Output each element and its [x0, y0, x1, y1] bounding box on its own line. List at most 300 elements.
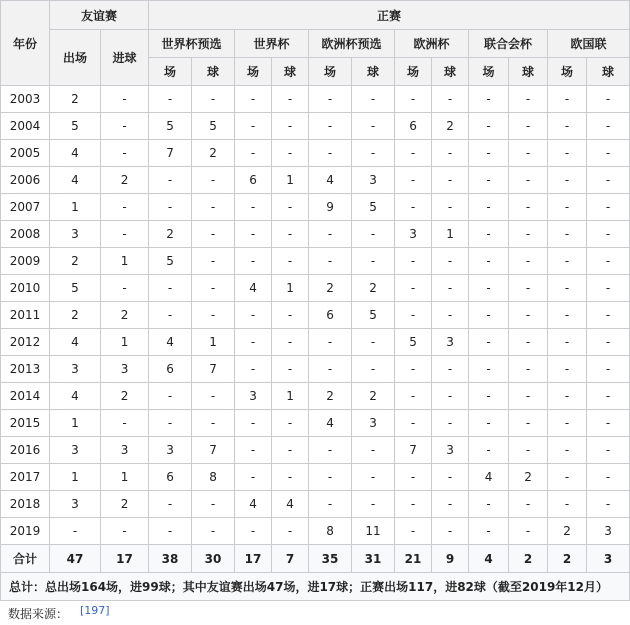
stat-cell: 9 — [309, 194, 352, 221]
stat-cell: - — [548, 302, 587, 329]
header-friendly-apps: 出场 — [50, 30, 101, 86]
stat-cell: - — [395, 464, 432, 491]
stat-cell: - — [149, 86, 192, 113]
total-cell: 30 — [192, 545, 235, 573]
year-cell: 2014 — [1, 383, 50, 410]
stat-cell: 1 — [432, 221, 469, 248]
stat-cell: 3 — [101, 437, 149, 464]
stat-cell: - — [587, 194, 630, 221]
stat-cell: 6 — [149, 464, 192, 491]
stat-cell: - — [352, 248, 395, 275]
year-cell: 2012 — [1, 329, 50, 356]
total-cell: 7 — [272, 545, 309, 573]
stat-cell: 2 — [101, 491, 149, 518]
stat-cell: - — [509, 491, 548, 518]
stat-cell: 2 — [50, 86, 101, 113]
subheader-apps: 场 — [469, 58, 509, 86]
stat-cell: - — [149, 383, 192, 410]
stat-cell: - — [309, 248, 352, 275]
stat-cell: - — [309, 113, 352, 140]
stat-cell: 1 — [272, 383, 309, 410]
stat-cell: - — [509, 518, 548, 545]
totals-row — [1, 545, 630, 573]
stat-cell: - — [309, 491, 352, 518]
stat-cell: 2 — [309, 383, 352, 410]
stat-cell: - — [395, 275, 432, 302]
stat-cell: 5 — [352, 302, 395, 329]
table-row — [1, 329, 630, 356]
source-label: 数据来源： — [8, 606, 69, 621]
stat-cell: 5 — [192, 113, 235, 140]
table-row — [1, 167, 630, 194]
stat-cell: 5 — [50, 275, 101, 302]
year-cell: 2008 — [1, 221, 50, 248]
stat-cell: 2 — [509, 464, 548, 491]
stat-cell: - — [192, 86, 235, 113]
stat-cell: - — [395, 383, 432, 410]
stat-cell: 5 — [50, 113, 101, 140]
header-wc-qualifier: 世界杯预选 — [149, 30, 235, 58]
stat-cell: - — [509, 329, 548, 356]
stat-cell: 3 — [101, 356, 149, 383]
stat-cell: - — [587, 383, 630, 410]
stat-cell: - — [352, 86, 395, 113]
stat-cell: - — [101, 518, 149, 545]
stat-cell: 2 — [149, 221, 192, 248]
stat-cell: - — [548, 140, 587, 167]
stat-cell: 4 — [272, 491, 309, 518]
stat-cell: 5 — [149, 113, 192, 140]
total-cell: 21 — [395, 545, 432, 573]
stat-cell: - — [432, 248, 469, 275]
stat-cell: - — [235, 329, 272, 356]
stat-cell: - — [149, 194, 192, 221]
stat-cell: - — [309, 221, 352, 248]
total-cell: 4 — [469, 545, 509, 573]
stat-cell: 6 — [309, 302, 352, 329]
stat-cell: - — [548, 248, 587, 275]
stat-cell: - — [352, 356, 395, 383]
stat-cell: - — [509, 410, 548, 437]
stat-cell: - — [587, 329, 630, 356]
stat-cell: - — [432, 140, 469, 167]
stat-cell: 1 — [50, 410, 101, 437]
stat-cell: 3 — [50, 221, 101, 248]
stat-cell: - — [149, 275, 192, 302]
stat-cell: - — [235, 194, 272, 221]
stat-cell: - — [432, 356, 469, 383]
year-cell: 2006 — [1, 167, 50, 194]
stat-cell: 8 — [192, 464, 235, 491]
stat-cell: - — [548, 491, 587, 518]
stat-cell: - — [587, 275, 630, 302]
stat-cell: 2 — [101, 302, 149, 329]
stat-cell: 1 — [50, 464, 101, 491]
header-friendly: 友谊赛 — [50, 1, 149, 30]
stat-cell: - — [509, 248, 548, 275]
stat-cell: - — [509, 86, 548, 113]
year-cell: 2015 — [1, 410, 50, 437]
total-cell: 2 — [548, 545, 587, 573]
stat-cell: - — [548, 356, 587, 383]
stat-cell: - — [587, 410, 630, 437]
stat-cell: - — [309, 356, 352, 383]
header-official: 正赛 — [149, 1, 630, 30]
stat-cell: - — [352, 221, 395, 248]
header-nations-league: 欧国联 — [548, 30, 630, 58]
year-cell: 2017 — [1, 464, 50, 491]
stat-cell: - — [395, 194, 432, 221]
stat-cell: - — [509, 167, 548, 194]
year-cell: 2019 — [1, 518, 50, 545]
stat-cell: 3 — [395, 221, 432, 248]
stat-cell: 4 — [469, 464, 509, 491]
stat-cell: - — [352, 113, 395, 140]
stat-cell: 2 — [50, 302, 101, 329]
total-cell: 17 — [235, 545, 272, 573]
stat-cell: - — [469, 194, 509, 221]
stat-cell: 6 — [235, 167, 272, 194]
stat-cell: 1 — [101, 329, 149, 356]
summary-text: 总计：总出场164场，进99球；其中友谊赛出场47场，进17球；正赛出场117，进82球（截至2019年12月） — [1, 573, 630, 601]
stat-cell: - — [235, 518, 272, 545]
stat-cell: - — [432, 275, 469, 302]
table-row — [1, 383, 630, 410]
stat-cell: - — [272, 329, 309, 356]
stat-cell: 4 — [50, 167, 101, 194]
year-cell: 2005 — [1, 140, 50, 167]
stat-cell: 1 — [272, 275, 309, 302]
total-cell: 38 — [149, 545, 192, 573]
stat-cell: 1 — [101, 248, 149, 275]
stat-cell: - — [509, 275, 548, 302]
stat-cell: - — [432, 464, 469, 491]
stat-cell: - — [548, 167, 587, 194]
stat-cell: - — [149, 491, 192, 518]
stat-cell: - — [469, 86, 509, 113]
header-confed-cup: 联合会杯 — [469, 30, 548, 58]
stat-cell: 3 — [50, 491, 101, 518]
stat-cell: 1 — [50, 194, 101, 221]
stat-cell: - — [149, 518, 192, 545]
total-cell: 35 — [309, 545, 352, 573]
stat-cell: - — [352, 437, 395, 464]
year-cell: 2009 — [1, 248, 50, 275]
stat-cell: 2 — [101, 383, 149, 410]
stat-cell: 5 — [352, 194, 395, 221]
stat-cell: 2 — [352, 275, 395, 302]
stat-cell: - — [192, 248, 235, 275]
stat-cell: - — [548, 383, 587, 410]
stat-cell: - — [192, 518, 235, 545]
header-euro-qualifier: 欧洲杯预选 — [309, 30, 395, 58]
stat-cell: - — [395, 248, 432, 275]
stat-cell: - — [149, 410, 192, 437]
stat-cell: - — [587, 437, 630, 464]
header-world-cup: 世界杯 — [235, 30, 309, 58]
stat-cell: - — [548, 410, 587, 437]
subheader-apps: 场 — [548, 58, 587, 86]
table-row — [1, 464, 630, 491]
stat-cell: - — [548, 194, 587, 221]
source-line — [0, 601, 630, 625]
stat-cell: - — [587, 356, 630, 383]
stat-cell: - — [272, 140, 309, 167]
stat-cell: 7 — [149, 140, 192, 167]
stat-cell: - — [587, 464, 630, 491]
stat-cell: - — [101, 410, 149, 437]
stat-cell: - — [469, 491, 509, 518]
table-row — [1, 410, 630, 437]
stat-cell: 2 — [548, 518, 587, 545]
stat-cell: - — [149, 302, 192, 329]
stat-cell: - — [272, 194, 309, 221]
stat-cell: - — [235, 113, 272, 140]
table-row — [1, 86, 630, 113]
stat-cell: 3 — [352, 167, 395, 194]
table-row — [1, 113, 630, 140]
stat-cell: - — [272, 113, 309, 140]
stat-cell: 4 — [309, 410, 352, 437]
stat-cell: 7 — [192, 437, 235, 464]
subheader-goals: 球 — [432, 58, 469, 86]
stat-cell: - — [432, 383, 469, 410]
stat-cell: - — [272, 410, 309, 437]
stat-cell: - — [192, 167, 235, 194]
stat-cell: - — [192, 221, 235, 248]
subheader-apps: 场 — [395, 58, 432, 86]
year-cell: 2011 — [1, 302, 50, 329]
stat-cell: - — [309, 464, 352, 491]
stat-cell: - — [548, 464, 587, 491]
year-cell: 2004 — [1, 113, 50, 140]
stat-cell: 4 — [50, 383, 101, 410]
stat-cell: - — [587, 113, 630, 140]
stat-cell: - — [587, 86, 630, 113]
stat-cell: 4 — [235, 275, 272, 302]
year-cell: 2016 — [1, 437, 50, 464]
stat-cell: - — [101, 140, 149, 167]
stat-cell: - — [548, 113, 587, 140]
stat-cell: 2 — [309, 275, 352, 302]
stat-cell: - — [469, 221, 509, 248]
stat-cell: 4 — [309, 167, 352, 194]
stat-cell: - — [235, 410, 272, 437]
stat-cell: - — [509, 356, 548, 383]
stat-cell: - — [309, 437, 352, 464]
stat-cell: - — [395, 491, 432, 518]
stat-cell: 4 — [50, 140, 101, 167]
stat-cell: - — [235, 248, 272, 275]
year-cell: 2003 — [1, 86, 50, 113]
stat-cell: - — [192, 491, 235, 518]
stat-cell: - — [432, 410, 469, 437]
subheader-apps: 场 — [235, 58, 272, 86]
stat-cell: - — [432, 302, 469, 329]
subheader-apps: 场 — [309, 58, 352, 86]
stat-cell: - — [352, 491, 395, 518]
stat-cell: - — [352, 140, 395, 167]
header-euro: 欧洲杯 — [395, 30, 469, 58]
stat-cell: - — [192, 410, 235, 437]
stat-cell: 5 — [149, 248, 192, 275]
stat-cell: 4 — [235, 491, 272, 518]
stat-cell: - — [395, 410, 432, 437]
header-friendly-goals: 进球 — [101, 30, 149, 86]
table-row — [1, 437, 630, 464]
total-cell: 2 — [509, 545, 548, 573]
stat-cell: - — [469, 383, 509, 410]
stat-cell: - — [395, 167, 432, 194]
total-cell: 3 — [587, 545, 630, 573]
stat-cell: 8 — [309, 518, 352, 545]
total-cell: 31 — [352, 545, 395, 573]
subheader-goals: 球 — [352, 58, 395, 86]
stat-cell: - — [352, 329, 395, 356]
stat-cell: 3 — [235, 383, 272, 410]
stat-cell: - — [509, 383, 548, 410]
stat-cell: - — [235, 140, 272, 167]
stat-cell: - — [395, 86, 432, 113]
stat-cell: - — [101, 113, 149, 140]
stat-cell: - — [509, 140, 548, 167]
stat-cell: - — [395, 302, 432, 329]
stat-cell: 3 — [50, 356, 101, 383]
stat-cell: - — [432, 167, 469, 194]
stat-cell: - — [587, 491, 630, 518]
stat-cell: - — [101, 194, 149, 221]
stat-cell: - — [587, 248, 630, 275]
stat-cell: - — [235, 437, 272, 464]
table-row — [1, 140, 630, 167]
stat-cell: 3 — [432, 437, 469, 464]
stat-cell: - — [509, 113, 548, 140]
stat-cell: - — [469, 113, 509, 140]
stat-cell: - — [309, 140, 352, 167]
stat-cell: 6 — [395, 113, 432, 140]
table-row — [1, 275, 630, 302]
stat-cell: 5 — [395, 329, 432, 356]
stat-cell: - — [432, 194, 469, 221]
stat-cell: - — [192, 302, 235, 329]
stat-cell: - — [395, 518, 432, 545]
stat-cell: - — [509, 302, 548, 329]
stat-cell: - — [272, 464, 309, 491]
header-year: 年份 — [1, 1, 50, 86]
stat-cell: 2 — [50, 248, 101, 275]
stat-cell: - — [192, 275, 235, 302]
year-cell: 2010 — [1, 275, 50, 302]
stat-cell: 7 — [395, 437, 432, 464]
stat-cell: - — [469, 410, 509, 437]
year-cell: 2018 — [1, 491, 50, 518]
table-row — [1, 248, 630, 275]
stat-cell: 3 — [149, 437, 192, 464]
stat-cell: - — [272, 437, 309, 464]
stat-cell: - — [395, 356, 432, 383]
stat-cell: - — [509, 437, 548, 464]
stat-cell: - — [235, 302, 272, 329]
stat-cell: - — [352, 464, 395, 491]
stat-cell: - — [509, 194, 548, 221]
table-row — [1, 194, 630, 221]
stat-cell: - — [587, 221, 630, 248]
table-row — [1, 302, 630, 329]
stat-cell: 3 — [50, 437, 101, 464]
table-row — [1, 491, 630, 518]
stat-cell: - — [587, 167, 630, 194]
table-row — [1, 221, 630, 248]
table-row — [1, 518, 630, 545]
stat-cell: - — [101, 275, 149, 302]
stat-cell: - — [272, 356, 309, 383]
subheader-goals: 球 — [272, 58, 309, 86]
stat-cell: - — [50, 518, 101, 545]
total-cell: 47 — [50, 545, 101, 573]
stat-cell: - — [469, 518, 509, 545]
stat-cell: 11 — [352, 518, 395, 545]
stat-cell: 1 — [101, 464, 149, 491]
stat-cell: - — [192, 383, 235, 410]
stat-cell: - — [272, 86, 309, 113]
stat-cell: - — [101, 221, 149, 248]
stat-cell: - — [235, 221, 272, 248]
stat-cell: - — [548, 437, 587, 464]
stat-cell: - — [272, 302, 309, 329]
year-cell: 2007 — [1, 194, 50, 221]
year-cell: 2013 — [1, 356, 50, 383]
stat-cell: 2 — [101, 167, 149, 194]
stat-cell: - — [469, 248, 509, 275]
stat-cell: 4 — [50, 329, 101, 356]
stat-cell: - — [235, 356, 272, 383]
stat-cell: 1 — [192, 329, 235, 356]
stat-cell: - — [469, 356, 509, 383]
stat-cell: - — [548, 275, 587, 302]
subheader-goals: 球 — [587, 58, 630, 86]
source-reference-link[interactable]: [197] — [80, 603, 110, 617]
total-cell: 9 — [432, 545, 469, 573]
totals-label: 合计 — [1, 545, 50, 573]
stat-cell: - — [149, 167, 192, 194]
stat-cell: - — [235, 464, 272, 491]
stat-cell: - — [469, 167, 509, 194]
stat-cell: - — [272, 518, 309, 545]
stat-cell: - — [101, 86, 149, 113]
stat-cell: - — [272, 221, 309, 248]
stat-cell: - — [469, 302, 509, 329]
stat-cell: - — [587, 302, 630, 329]
total-cell: 17 — [101, 545, 149, 573]
stat-cell: - — [192, 194, 235, 221]
stat-cell: 6 — [149, 356, 192, 383]
stat-cell: - — [432, 491, 469, 518]
stat-cell: 1 — [272, 167, 309, 194]
stat-cell: - — [309, 86, 352, 113]
stat-cell: - — [469, 275, 509, 302]
stat-cell: - — [509, 221, 548, 248]
stat-cell: - — [469, 329, 509, 356]
stat-cell: 7 — [192, 356, 235, 383]
stat-cell: 2 — [352, 383, 395, 410]
subheader-apps: 场 — [149, 58, 192, 86]
stat-cell: - — [548, 221, 587, 248]
stat-cell: - — [235, 86, 272, 113]
stat-cell: - — [395, 140, 432, 167]
stat-cell: - — [548, 329, 587, 356]
stat-cell: 3 — [352, 410, 395, 437]
stat-cell: - — [432, 86, 469, 113]
